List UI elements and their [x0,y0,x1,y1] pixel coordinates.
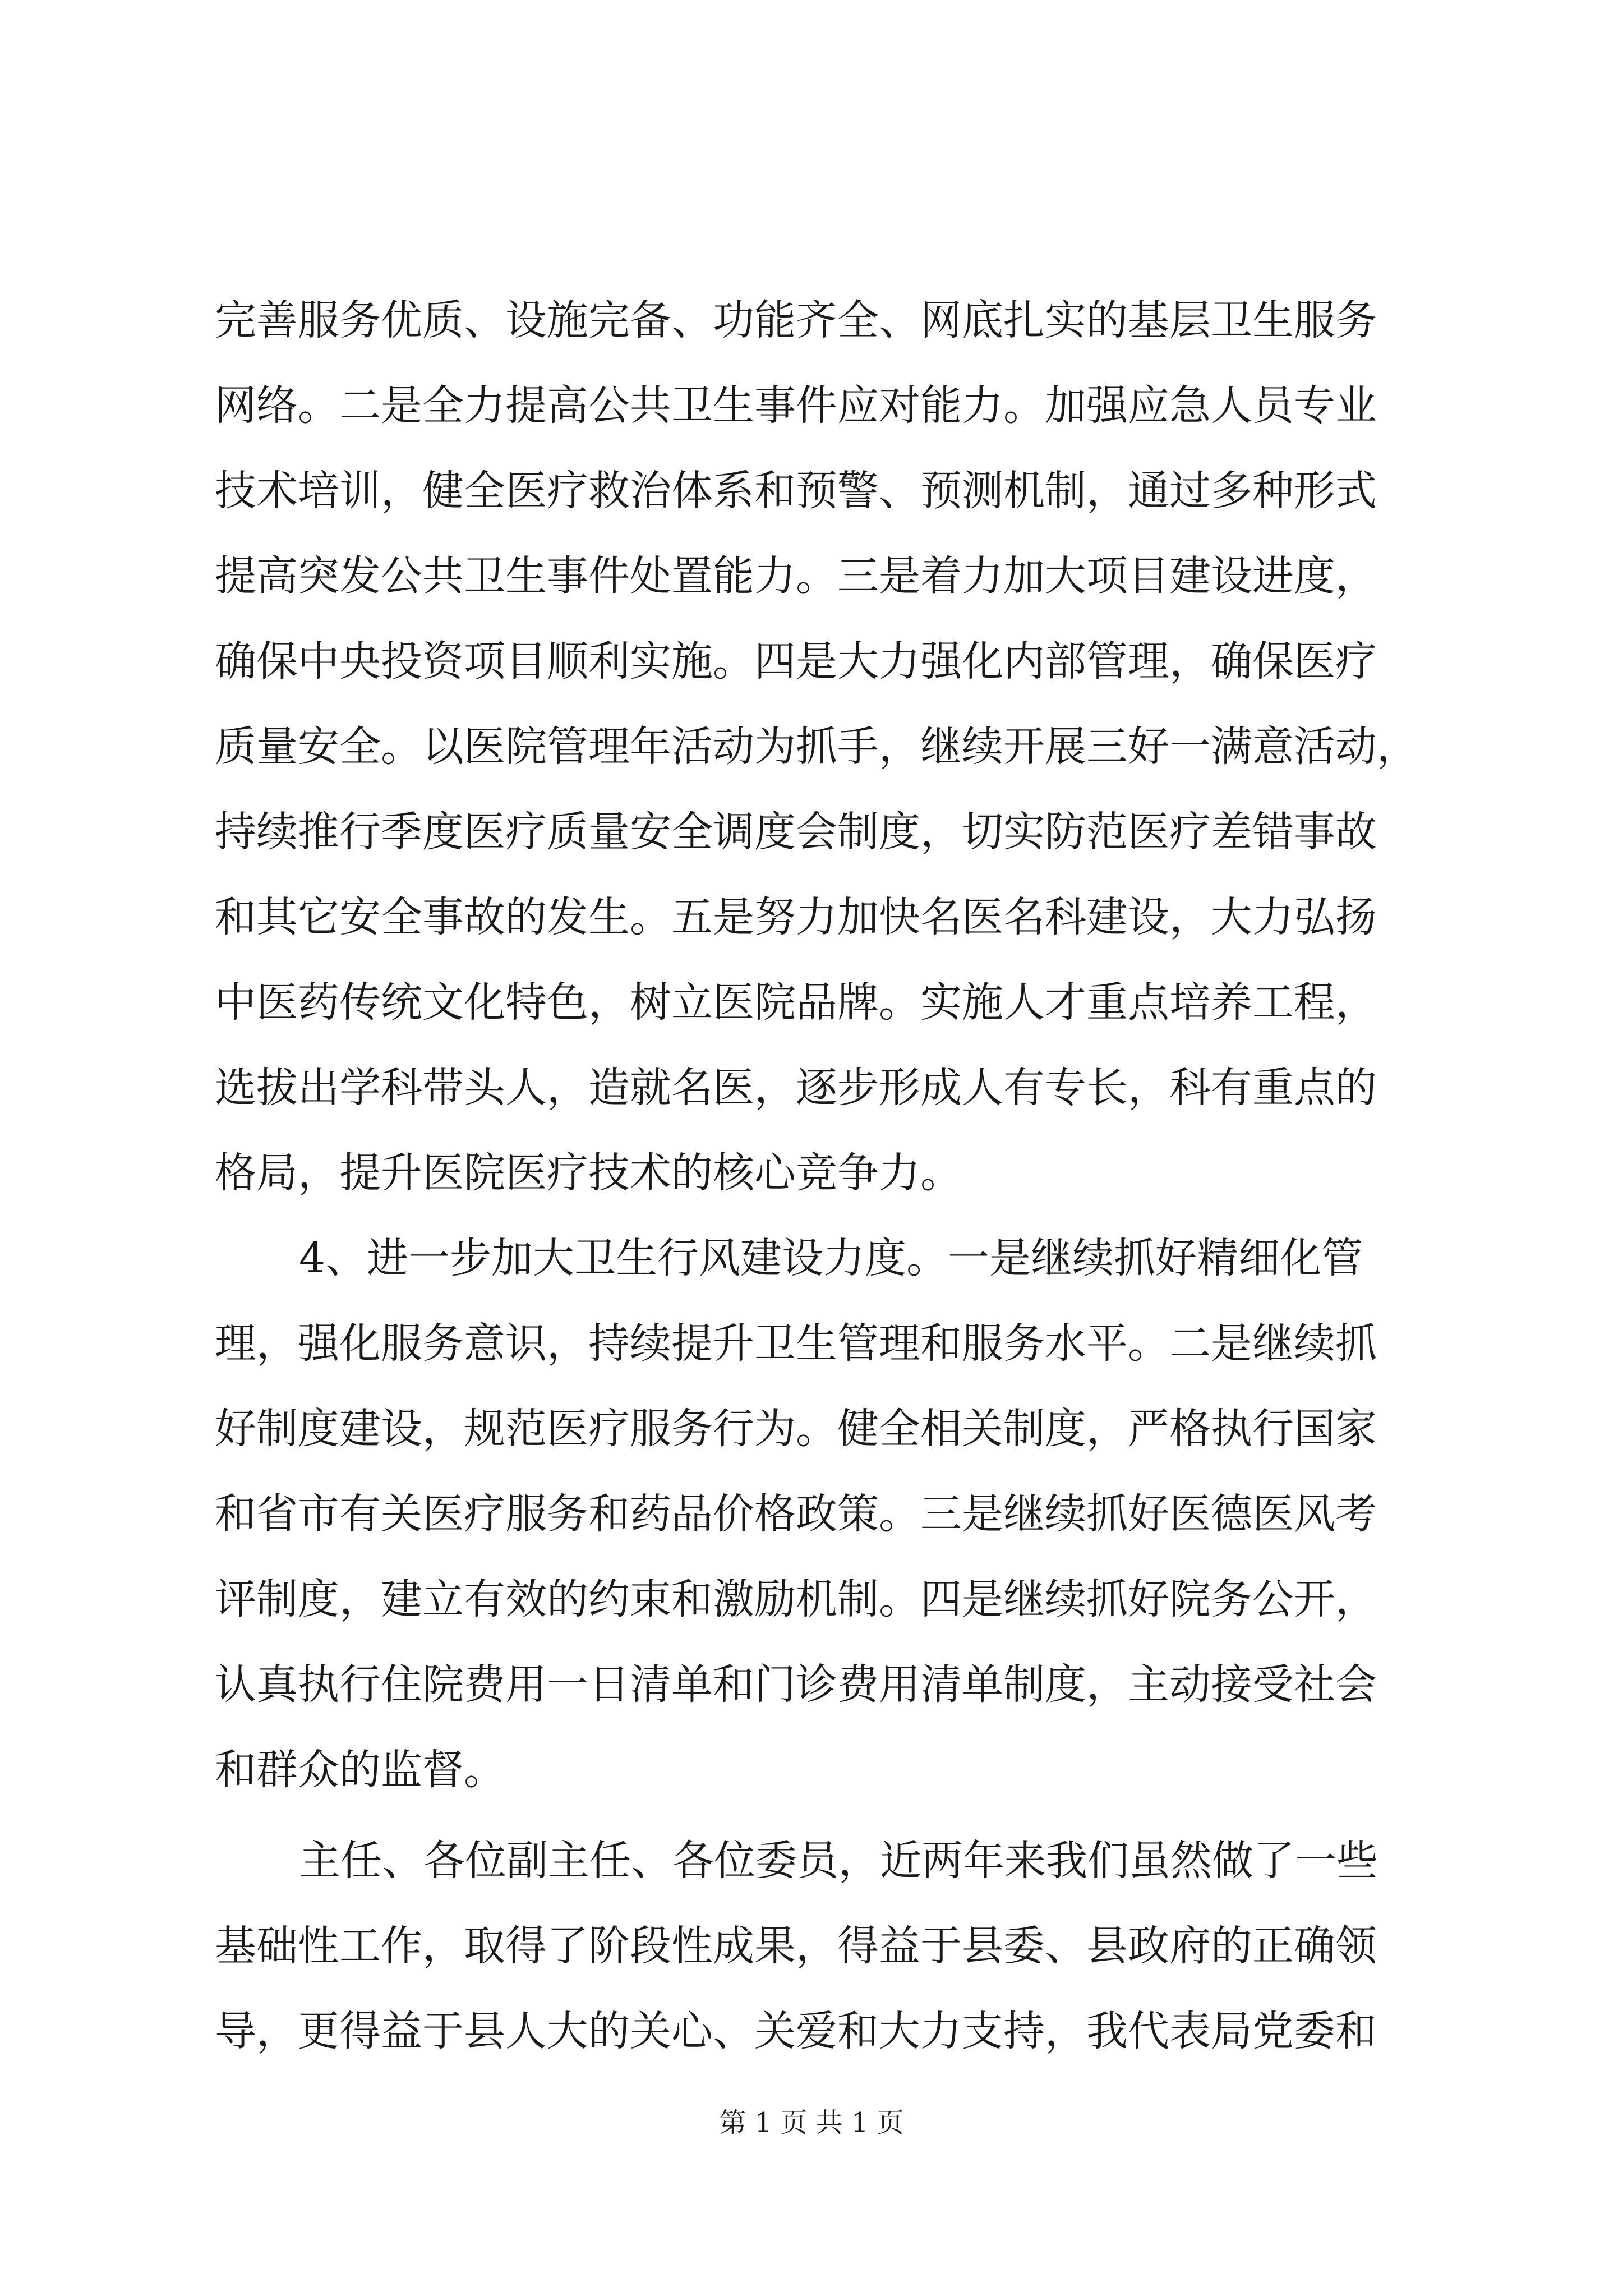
text-line: 4、进一步加大卫生行风建设力度。一是继续抓好精细化管 [299,1234,1363,1282]
text-line: 基础性工作，取得了阶段性成果，得益于县委、县政府的正确领 [215,1922,1377,1970]
text-line: 选拔出学科带头人，造就名医，逐步形成人有专长，科有重点的 [215,1064,1377,1112]
text-line: 导，更得益于县人大的关心、关爱和大力支持，我代表局党委和 [215,2007,1377,2055]
text-line: 主任、各位副主任、各位委员，近两年来我们虽然做了一些 [299,1837,1378,1885]
paragraph-1 [215,278,1432,1216]
text-line: 确保中央投资项目顺利实施。四是大力强化内部管理，确保医疗 [215,637,1377,685]
page-number: 第 1 页 共 1 页 [719,2107,904,2138]
document-body [215,278,1432,2074]
text-line: 完善服务优质、设施完备、功能齐全、网底扎实的基层卫生服务 [215,296,1377,344]
text-line: 好制度建设，规范医疗服务行为。健全相关制度，严格执行国家 [215,1405,1377,1453]
text-line: 质量安全。以医院管理年活动为抓手，继续开展三好一满意活动， [215,723,1418,771]
text-line: 持续推行季度医疗质量安全调度会制度，切实防范医疗差错事故 [215,808,1377,856]
text-line: 和群众的监督。 [215,1746,505,1794]
text-line: 和其它安全事故的发生。五是努力加快名医名科建设，大力弘扬 [215,893,1377,941]
text-line: 认真执行住院费用一日清单和门诊费用清单制度，主动接受社会 [215,1660,1377,1709]
text-line: 格局，提升医院医疗技术的核心竞争力。 [215,1149,962,1197]
text-line: 评制度，建立有效的约束和激励机制。四是继续抓好院务公开， [215,1575,1377,1623]
paragraph-3 [215,1818,1432,2074]
text-line: 网络。二是全力提高公共卫生事件应对能力。加强应急人员专业 [215,381,1377,430]
paragraph-spacer [215,1812,1432,1818]
text-line: 中医药传统文化特色，树立医院品牌。实施人才重点培养工程， [215,978,1377,1027]
text-line: 提高突发公共卫生事件处置能力。三是着力加大项目建设进度， [215,552,1377,600]
text-line: 理，强化服务意识，持续提升卫生管理和服务水平。二是继续抓 [215,1319,1377,1368]
text-line: 和省市有关医疗服务和药品价格政策。三是继续抓好医德医风考 [215,1490,1377,1538]
paragraph-2 [215,1216,1432,1812]
text-line: 技术培训，健全医疗救治体系和预警、预测机制，通过多种形式 [215,467,1377,515]
page-footer [0,2106,1623,2139]
